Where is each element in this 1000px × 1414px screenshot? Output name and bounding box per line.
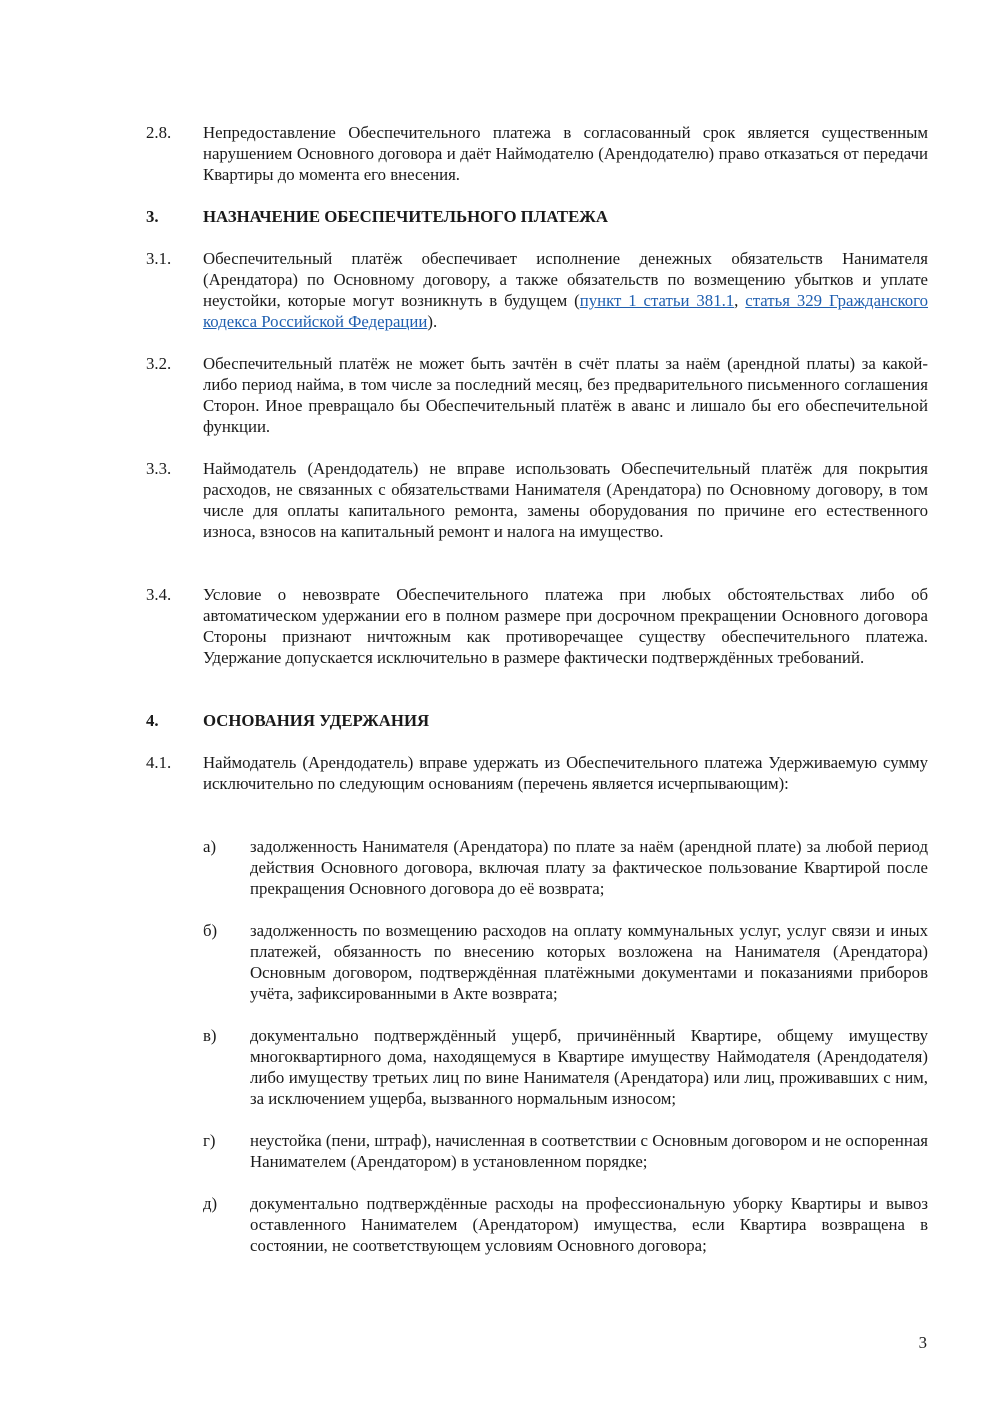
clause-2-8: [146, 122, 928, 185]
list-item-text: задолженность Нанимателя (Арендатора) по плате за наём (арендной плате) за любой период действия Основного договора, включая плату за фактическое пользование Квартирой после прекращения Основного договора до её возврата;: [250, 837, 928, 898]
section-title: ОСНОВАНИЯ УДЕРЖАНИЯ: [203, 711, 430, 730]
list-item: [203, 920, 928, 1004]
clause-number: 4.1.: [146, 753, 172, 772]
clause-number: 3.2.: [146, 354, 172, 373]
clause-4-1: [146, 752, 928, 794]
section-number: 3.: [146, 207, 159, 226]
list-item-text: документально подтверждённый ущерб, причинённый Квартире, общему имуществу многоквартирного дома, находящемуся в Квартире имуществу Наймодателя (Арендодателя) либо имуществу третьих лиц по вине Нанимателя (Арендатора) или лиц, проживавших с ним, за исключением ущерба, вызванного нормальным износом;: [250, 1026, 928, 1108]
clause-text: Непредоставление Обеспечительного платежа в согласованный срок является существенным нарушением Основного договора и даёт Наймодателю (Арендодателю) право отказаться от передачи Квартиры до момента его внесения.: [203, 123, 928, 184]
clause-text-part: Обеспечительный платёж обеспечивает исполнение денежных обязательств Нанимателя (Арендатора) по Основному договору, а также обязательств по возмещению убытков и уплате неустойки, которые могут возникнуть в будущем (: [203, 249, 928, 310]
clause-number: 3.3.: [146, 459, 172, 478]
list-item-letter: а): [203, 837, 217, 856]
list-item-letter: б): [203, 921, 218, 940]
clause-text: Обеспечительный платёж не может быть зачтён в счёт платы за наём (арендной платы) за какой-либо период найма, в том числе за последний месяц, без предварительного письменного соглашения Сторон. Иное превращало бы Обеспечительный платёж в аванс и лишало бы его обеспечительной функции.: [203, 354, 928, 436]
clause-3-4: [146, 584, 928, 668]
list-item: [203, 1193, 928, 1256]
list-item-text: задолженность по возмещению расходов на оплату коммунальных услуг, услуг связи и иных платежей, обязанность по внесению которых возложена на Нанимателя (Арендатора) Основным договором, подтверждённая платёжными документами и показаниями приборов учёта, зафиксированными в Акте возврата;: [250, 921, 928, 1003]
clause-text: [203, 248, 928, 332]
clause-text: Наймодатель (Арендодатель) вправе удержать из Обеспечительного платежа Удерживаемую сумму исключительно по следующим основаниям (перечень является исчерпывающим):: [203, 753, 928, 793]
clause-3-1: [146, 248, 928, 332]
clause-text: Условие о невозврате Обеспечительного платежа при любых обстоятельствах либо об автоматическом удержании его в полном размере при досрочном прекращении Основного договора Стороны признают ничтожным как противоречащее существу обеспечительного платежа. Удержание допускается исключительно в размере фактически подтверждённых требований.: [203, 585, 928, 667]
page-number: 3: [918, 1333, 927, 1352]
clause-3-3: [146, 458, 928, 542]
link-separator: ,: [734, 291, 746, 310]
list-item: [203, 1130, 928, 1172]
list-item-text: неустойка (пени, штраф), начисленная в соответствии с Основным договором и не оспоренная Нанимателем (Арендатором) в установленном порядке;: [250, 1131, 928, 1171]
section-number: 4.: [146, 711, 159, 730]
section-4-heading: [146, 710, 928, 731]
section-3-heading: [146, 206, 928, 227]
list-item: [203, 836, 928, 899]
clause-text: Наймодатель (Арендодатель) не вправе использовать Обеспечительный платёж для покрытия расходов, не связанных с обязательствами Нанимателя (Арендатора) по Основному договору, в том числе для оплаты капитального ремонта, замены оборудования по причине его естественного износа, взносов на капитальный ремонт и налога на имущество.: [203, 459, 928, 541]
clause-number: 2.8.: [146, 123, 172, 142]
clause-number: 3.4.: [146, 585, 172, 604]
section-title: НАЗНАЧЕНИЕ ОБЕСПЕЧИТЕЛЬНОГО ПЛАТЕЖА: [203, 207, 608, 226]
law-link-article-329[interactable]: статья 329 Гражданского кодекса Российской Федерации: [203, 291, 929, 331]
law-link-article-381-1[interactable]: пункт 1 статьи 381.1: [579, 291, 735, 310]
list-item-letter: в): [203, 1026, 217, 1045]
list-item-text: документально подтверждённые расходы на профессиональную уборку Квартиры и вывоз оставленного Нанимателем (Арендатором) имущества, если Квартира возвращена в состоянии, не соответствующем условиям Основного договора;: [250, 1194, 928, 1255]
list-item-letter: г): [203, 1131, 216, 1150]
list-item-letter: д): [203, 1194, 218, 1213]
clause-text-part: ).: [427, 312, 438, 331]
clause-3-2: [146, 353, 928, 437]
clause-number: 3.1.: [146, 249, 172, 268]
list-item: [203, 1025, 928, 1109]
